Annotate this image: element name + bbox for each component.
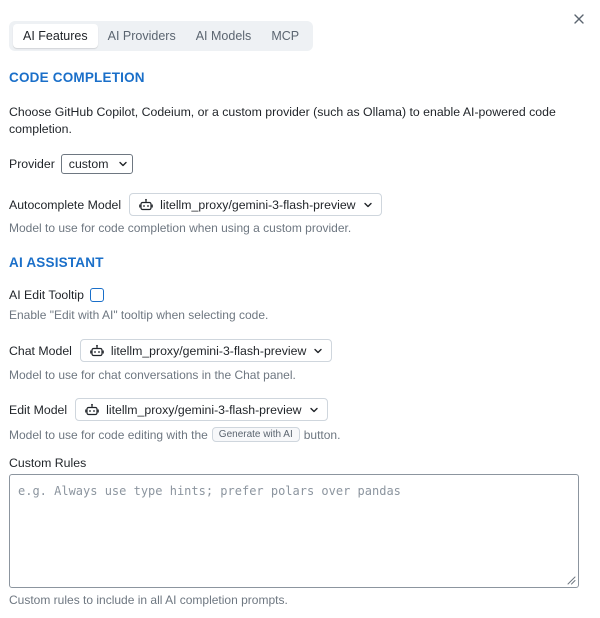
custom-rules-hint: Custom rules to include in all AI completion prompts.	[9, 593, 288, 607]
ai-edit-tooltip-checkbox[interactable]	[90, 288, 104, 302]
edit-model-row	[9, 398, 328, 421]
chat-model-value: litellm_proxy/gemini-3-flash-preview	[110, 343, 307, 358]
ai-edit-tooltip-label: AI Edit Tooltip	[9, 288, 84, 302]
edit-model-select[interactable]	[75, 398, 327, 421]
provider-label: Provider	[9, 157, 55, 171]
settings-tabs	[9, 21, 313, 51]
chevron-down-icon	[309, 405, 319, 415]
tab-ai-models[interactable]: AI Models	[195, 29, 252, 43]
tab-ai-providers[interactable]: AI Providers	[107, 29, 176, 43]
provider-select-value: custom	[68, 157, 109, 171]
bot-icon	[85, 403, 99, 417]
chevron-down-icon	[118, 159, 128, 169]
custom-rules-textarea[interactable]	[10, 475, 578, 587]
resize-handle-icon[interactable]	[566, 575, 576, 585]
chat-model-select[interactable]	[80, 339, 332, 362]
close-icon	[572, 12, 586, 26]
ai-edit-tooltip-hint: Enable "Edit with AI" tooltip when selecting code.	[9, 308, 269, 322]
autocomplete-model-row	[9, 193, 382, 216]
tab-ai-features[interactable]: AI Features	[13, 24, 98, 48]
bot-icon	[139, 198, 153, 212]
generate-with-ai-button[interactable]: Generate with AI	[212, 427, 300, 442]
autocomplete-model-label: Autocomplete Model	[9, 197, 122, 212]
ai-assistant-heading: AI ASSISTANT	[9, 255, 104, 270]
chevron-down-icon	[363, 200, 373, 210]
edit-model-hint	[9, 427, 340, 442]
edit-model-value: litellm_proxy/gemini-3-flash-preview	[106, 402, 302, 417]
chevron-down-icon	[313, 346, 323, 356]
code-completion-description: Choose GitHub Copilot, Codeium, or a custom provider (such as Ollama) to enable AI-powered code completion.	[9, 105, 556, 136]
chat-model-hint: Model to use for chat conversations in the Chat panel.	[9, 368, 296, 382]
ai-edit-tooltip-row	[9, 288, 104, 302]
chat-model-label: Chat Model	[9, 343, 72, 358]
autocomplete-model-hint: Model to use for code completion when using a custom provider.	[9, 221, 352, 235]
bot-icon	[90, 344, 104, 358]
tab-mcp[interactable]: MCP	[271, 29, 300, 43]
chat-model-row	[9, 339, 332, 362]
edit-model-hint-text: Model to use for code editing with the	[9, 427, 208, 442]
custom-rules-label: Custom Rules	[9, 456, 87, 470]
custom-rules-field	[9, 474, 579, 588]
close-button[interactable]	[572, 12, 586, 26]
edit-model-label: Edit Model	[9, 402, 68, 417]
code-completion-heading: CODE COMPLETION	[9, 70, 145, 85]
provider-row	[9, 154, 133, 174]
edit-model-hint-suffix: button.	[303, 427, 341, 442]
autocomplete-model-value: litellm_proxy/gemini-3-flash-preview	[160, 197, 356, 212]
provider-select[interactable]	[61, 154, 134, 174]
autocomplete-model-select[interactable]	[129, 193, 381, 216]
